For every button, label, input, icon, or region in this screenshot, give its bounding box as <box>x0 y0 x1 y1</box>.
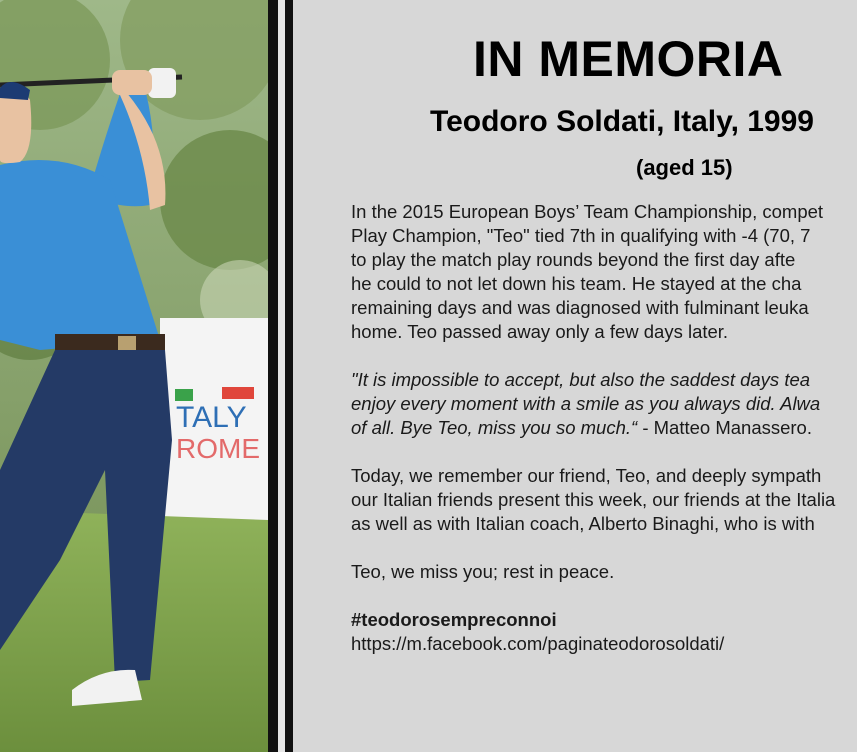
page-title: IN MEMORIA <box>473 31 784 87</box>
para3-line: as well as with Italian coach, Alberto Binaghi, who is with <box>351 513 815 534</box>
golfer-photo <box>0 0 268 752</box>
golfer-illustration <box>0 0 268 752</box>
para1-line: to play the match play rounds beyond the first day afte <box>351 249 796 270</box>
para1-line: Play Champion, "Teo" tied 7th in qualifying with -4 (70, 7 <box>351 225 811 246</box>
divider-gap <box>278 0 285 752</box>
para1-line: home. Teo passed away only a few days later. <box>351 321 729 342</box>
para3-line: our Italian friends present this week, our friends at the Italia <box>351 489 836 510</box>
memorial-subtitle: Teodoro Soldati, Italy, 1999 <box>430 105 814 138</box>
closing-line: Teo, we miss you; rest in peace. <box>351 561 615 582</box>
para1-line: remaining days and was diagnosed with fulminant leuka <box>351 297 809 318</box>
divider-bar-inner <box>285 0 293 752</box>
banner-text-bottom: ROME <box>176 433 260 464</box>
memorial-age: (aged 15) <box>636 155 733 180</box>
quote-line: "It is impossible to accept, but also the saddest days tea <box>351 369 811 390</box>
memorial-body <box>351 200 857 656</box>
banner-text-top: TALY <box>176 401 247 434</box>
hashtag[interactable]: #teodorosempreconnoi <box>351 609 557 630</box>
quote-line: enjoy every moment with a smile as you always did. Alwa <box>351 393 821 414</box>
para1-line: In the 2015 European Boys’ Team Championship, compet <box>351 201 824 222</box>
para1-line: he could to not let down his team. He stayed at the cha <box>351 273 802 294</box>
para3-line: Today, we remember our friend, Teo, and deeply sympath <box>351 465 822 486</box>
facebook-link[interactable]: https://m.facebook.com/paginateodorosoldati/ <box>351 633 725 654</box>
quote-last-line <box>351 416 857 440</box>
quote-attribution: - Matteo Manassero. <box>637 417 812 438</box>
memorial-panel <box>293 0 857 752</box>
quote-line: of all. Bye Teo, miss you so much.“ <box>351 417 638 438</box>
divider-bar-outer <box>268 0 278 752</box>
